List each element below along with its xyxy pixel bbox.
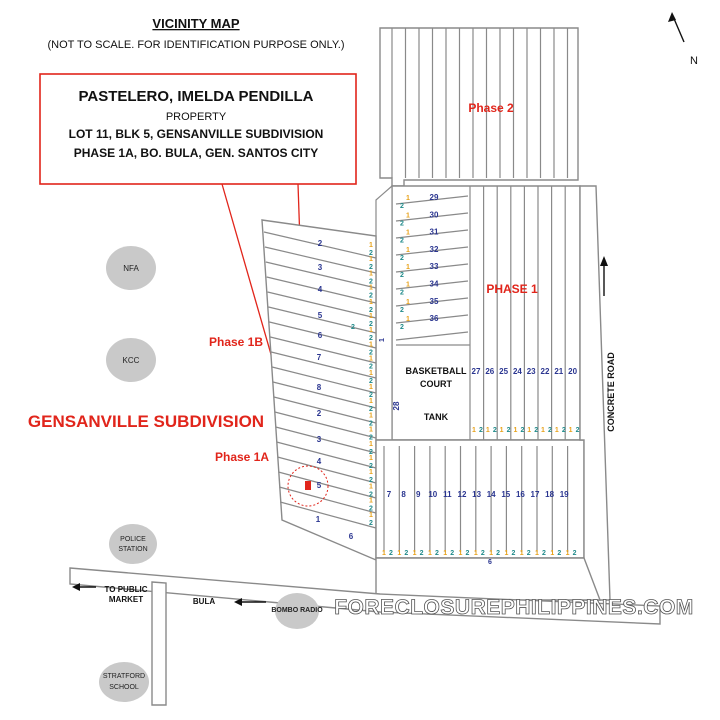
lot-number-1: 1 — [406, 212, 410, 220]
concrete-road-label: CONCRETE ROAD — [606, 352, 616, 432]
stratford-label: STRATFORD — [102, 673, 146, 680]
lot-number-2: 2 — [400, 220, 404, 228]
block-number-2: 2 — [316, 409, 322, 418]
lot-number-1: 1 — [406, 316, 410, 324]
lot-number-2: 2 — [400, 324, 404, 332]
property-owner: PASTELERO, IMELDA PENDILLA — [78, 88, 314, 105]
lot-number-2: 2 — [557, 550, 562, 557]
lot-number-2: 2 — [369, 448, 373, 456]
lot-number-1: 1 — [550, 550, 555, 557]
lot-number-2: 2 — [496, 550, 501, 557]
block-number-1: 1 — [315, 515, 321, 524]
block-number-12: 12 — [457, 490, 467, 499]
lot-number-1: 1 — [554, 427, 559, 434]
lot-number-1: 1 — [369, 483, 373, 491]
lot-number-2: 2 — [369, 292, 373, 300]
lot-number-2: 2 — [404, 550, 409, 557]
lot-number-1: 1 — [369, 426, 373, 434]
north-arrow-icon — [668, 12, 684, 42]
block-number-33: 33 — [429, 262, 439, 272]
block-number-25: 25 — [499, 367, 509, 376]
block-number-7: 7 — [316, 353, 322, 362]
lot-number-1: 1 — [369, 242, 373, 249]
phase1-label: PHASE 1 — [486, 282, 538, 296]
property-location-line: PHASE 1A, BO. BULA, GEN. SANTOS CITY — [73, 146, 319, 160]
police-label-2: STATION — [118, 546, 148, 553]
block-number-29: 29 — [429, 193, 439, 202]
phase1-area — [392, 186, 580, 440]
lot-number-1: 1 — [504, 550, 509, 557]
property-type: PROPERTY — [165, 111, 227, 123]
block-number-23: 23 — [526, 367, 536, 376]
block-number-21: 21 — [554, 367, 564, 376]
lot-number-1: 1 — [458, 550, 463, 557]
lot-number-2: 2 — [400, 306, 404, 314]
block-number-30: 30 — [429, 210, 439, 220]
lot-number-1: 1 — [489, 550, 494, 557]
basketball-court-label-2: COURT — [420, 379, 452, 389]
lot-number-2: 2 — [400, 289, 404, 297]
lot-number-1: 1 — [406, 246, 410, 254]
nfa-label: NFA — [123, 264, 139, 273]
lot-number-1: 1 — [369, 469, 373, 477]
bula-label: BULA — [192, 597, 216, 606]
lot-number-2: 2 — [389, 550, 393, 557]
lot-number-1: 1 — [369, 270, 373, 278]
block-number-24: 24 — [512, 367, 522, 376]
lot-number-1: 1 — [485, 427, 490, 434]
block-number-34: 34 — [429, 279, 439, 289]
lot-number-2: 2 — [369, 250, 373, 257]
map-title: VICINITY MAP — [152, 16, 240, 31]
lot-number-1: 1 — [369, 313, 373, 320]
kcc-label: KCC — [122, 356, 140, 365]
lot-number-1: 1 — [369, 497, 373, 505]
lot-number-1: 1 — [527, 427, 532, 434]
block-number-8: 8 — [401, 490, 406, 499]
lot-number-2: 2 — [465, 550, 470, 557]
block-number-9: 9 — [415, 490, 421, 499]
lot-number-1: 1 — [406, 281, 410, 289]
lot-number-2: 2 — [369, 406, 373, 414]
property-marker — [305, 481, 311, 490]
tank-label: TANK — [423, 412, 449, 422]
lot-number-2: 2 — [561, 427, 566, 434]
block-number-16: 16 — [515, 490, 525, 499]
block-number-6-bottom: 6 — [488, 559, 492, 566]
lot-number-2: 2 — [520, 427, 525, 434]
lot-number-2: 2 — [369, 363, 373, 371]
block-number-35: 35 — [429, 296, 439, 306]
lot-number-1: 1 — [369, 327, 373, 335]
phase1-lower-area — [376, 440, 584, 558]
lot-number-1: 1 — [406, 229, 410, 237]
lot-number-2: 2 — [526, 550, 531, 557]
lot-number-1: 1 — [382, 550, 386, 557]
lot-number-1: 1 — [369, 440, 373, 448]
lot-number-2: 2 — [400, 272, 404, 280]
lot-number-2: 2 — [548, 427, 552, 434]
block-number-10: 10 — [428, 490, 438, 499]
block-number-32: 32 — [429, 244, 439, 254]
stratford-label-2: SCHOOL — [109, 684, 139, 691]
north-label: N — [690, 55, 698, 67]
lot-number-1: 1 — [443, 550, 448, 557]
block-28: 28 — [392, 401, 401, 411]
block-number-5: 5 — [317, 311, 323, 320]
lot-number-1: 1 — [369, 398, 373, 406]
lot-number-2: 2 — [369, 264, 373, 272]
watermark: FORECLOSUREPHILIPPINES.COM — [334, 596, 694, 619]
block-number-4: 4 — [317, 285, 323, 294]
block-number-31: 31 — [429, 227, 439, 237]
lot-number-1: 1 — [369, 384, 373, 391]
lot-number-2: 2 — [534, 427, 539, 434]
lot-number-2: 2 — [369, 377, 373, 385]
lot-number-1: 1 — [568, 427, 573, 434]
block-number-36: 36 — [429, 314, 439, 324]
lot-number-2: 2 — [434, 550, 439, 557]
lot-number-2: 2 — [400, 254, 404, 262]
map-subtitle: (NOT TO SCALE. FOR IDENTIFICATION PURPOSE ONLY.) — [47, 39, 345, 51]
lot-number-2: 2 — [479, 427, 483, 434]
block-number-4: 4 — [316, 457, 322, 466]
basketball-court-label: BASKETBALL — [405, 366, 467, 376]
lot-number-1: 1 — [369, 511, 373, 519]
property-lot-line: LOT 11, BLK 5, GENSANVILLE SUBDIVISION — [68, 127, 324, 141]
lot-number-1: 1 — [519, 550, 524, 557]
lot-number-1: 1 — [499, 427, 504, 434]
lot-number-2: 2 — [542, 550, 546, 557]
block-number-26: 26 — [485, 367, 495, 376]
side-road — [152, 582, 166, 705]
lot-number-2: 2 — [400, 237, 404, 245]
block-number-11: 11 — [443, 490, 452, 499]
lot-number-2: 2 — [492, 427, 497, 434]
lot-number-1: 1 — [369, 298, 373, 306]
lot-number-2: 2 — [369, 463, 373, 470]
lot-number-1: 1 — [412, 550, 417, 557]
phase2-label: Phase 2 — [468, 101, 514, 115]
block-number-7: 7 — [386, 490, 392, 499]
lot-number-1: 1 — [406, 195, 410, 202]
lot-number-1: 1 — [369, 412, 373, 420]
lot-number-2: 2 — [369, 505, 373, 513]
lot-number-2: 2 — [506, 427, 511, 434]
lot-number-2: 2 — [419, 550, 424, 557]
public-market-label: TO PUBLIC — [104, 585, 148, 594]
lot-number-1: 1 — [473, 550, 478, 557]
lot-number-2: 2 — [369, 519, 373, 527]
block-number-6: 6 — [348, 532, 354, 541]
lot-number-2: 2 — [369, 349, 373, 357]
block-number-18: 18 — [545, 490, 555, 499]
lot-number-1: 1 — [369, 455, 373, 462]
police-label: POLICE — [120, 536, 146, 543]
lot-number-2: 2 — [369, 278, 373, 286]
lot-number-2: 2 — [450, 550, 455, 557]
lot-number-2: 2 — [575, 427, 580, 434]
lot-number-2: 2 — [369, 434, 373, 442]
lot-number-1: 1 — [541, 427, 545, 434]
subdivision-label: GENSANVILLE SUBDIVISION — [27, 412, 265, 431]
lot-number-1: 1 — [369, 284, 373, 292]
phase1b-label: Phase 1B — [208, 335, 264, 349]
lot-number-1: 1 — [397, 550, 402, 557]
lot-number-1: 1 — [369, 256, 373, 264]
lot-number-2: 2 — [369, 392, 373, 399]
lot-number-1: 1 — [369, 355, 373, 363]
public-market-label-2: MARKET — [108, 595, 144, 604]
block-number-19: 19 — [559, 490, 569, 499]
lot-number-1: 1 — [535, 550, 539, 557]
lot-number-1: 1 — [472, 427, 476, 434]
block-number-3: 3 — [316, 435, 322, 444]
lot-number-1: 1 — [427, 550, 432, 557]
concrete-road-arrow-icon — [600, 256, 608, 296]
lot-number-1: 1 — [565, 550, 570, 557]
lot-number-2: 2 — [400, 203, 404, 210]
lot-number-1: 1 — [406, 264, 410, 272]
block-number-22: 22 — [540, 367, 550, 376]
internal-road — [376, 186, 392, 440]
lot-number-2: 2 — [351, 324, 355, 331]
police-station-landmark — [109, 524, 157, 564]
block-number-6: 6 — [317, 331, 323, 340]
lot-number-1: 1 — [379, 338, 386, 342]
block-number-8: 8 — [316, 383, 322, 392]
block-number-14: 14 — [486, 490, 496, 499]
bombo-radio-label: BOMBO RADIO — [271, 607, 323, 614]
lot-number-2: 2 — [369, 477, 373, 485]
lot-number-1: 1 — [369, 369, 373, 377]
lot-number-2: 2 — [369, 491, 373, 499]
lot-number-2: 2 — [511, 550, 516, 557]
lot-number-2: 2 — [369, 420, 373, 428]
lot-number-2: 2 — [572, 550, 577, 557]
stratford-school-landmark — [99, 662, 149, 702]
block-number-15: 15 — [501, 490, 511, 499]
lot-number-2: 2 — [369, 335, 373, 343]
lot-number-2: 2 — [369, 306, 373, 314]
block-number-20: 20 — [568, 367, 578, 376]
block-number-17: 17 — [530, 490, 540, 499]
block-number-3: 3 — [317, 263, 323, 272]
lot-number-2: 2 — [369, 321, 373, 328]
phase1a-label: Phase 1A — [214, 450, 270, 464]
block-number-2: 2 — [317, 239, 323, 248]
lot-number-1: 1 — [406, 298, 410, 306]
block-number-27: 27 — [471, 367, 481, 376]
lot-number-1: 1 — [513, 427, 518, 434]
lot-number-1: 1 — [369, 341, 373, 349]
block-number-13: 13 — [472, 490, 482, 499]
block-number-5: 5 — [316, 481, 322, 490]
lot-number-2: 2 — [480, 550, 485, 557]
